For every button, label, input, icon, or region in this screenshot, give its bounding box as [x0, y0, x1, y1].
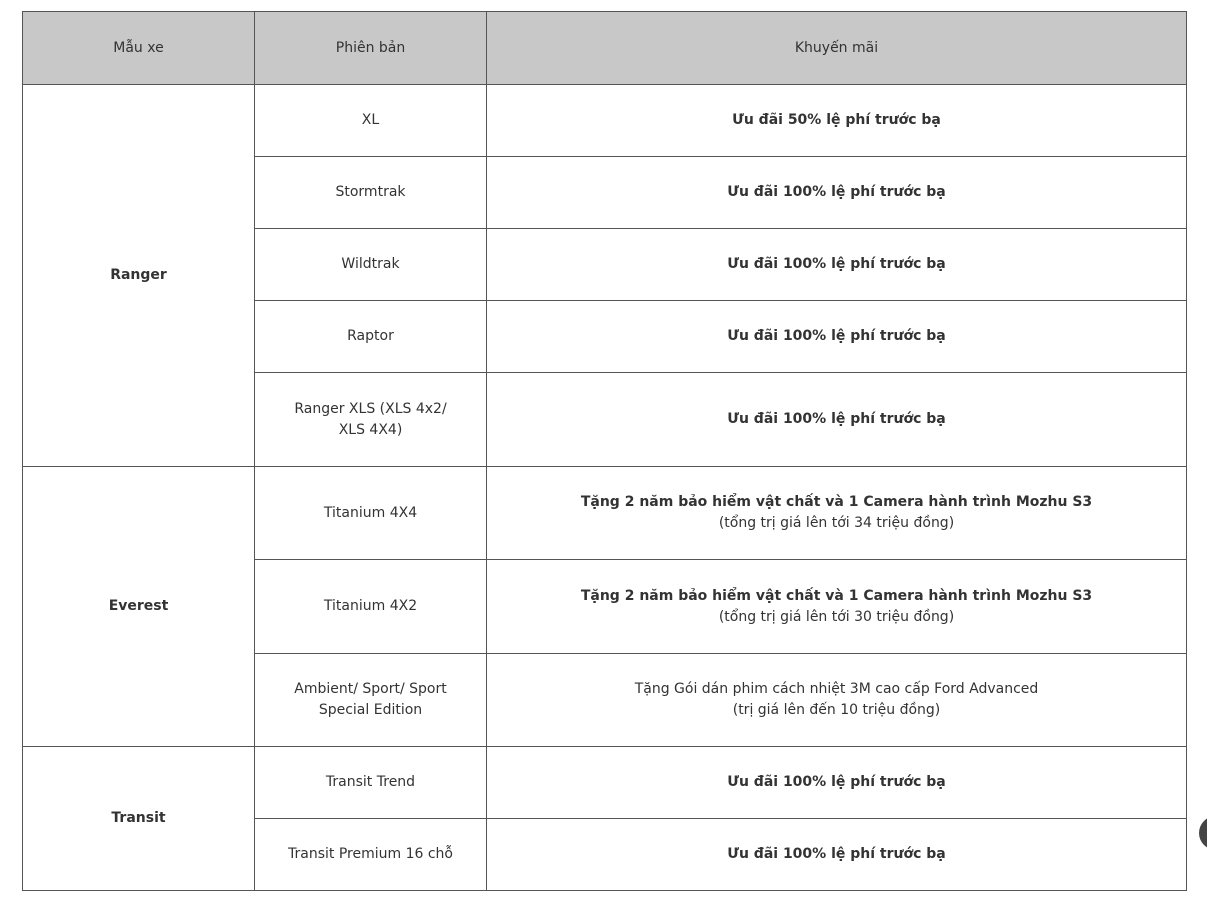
version-cell: Stormtrak: [255, 157, 487, 229]
version-cell: [255, 654, 487, 747]
version-line: Ranger XLS (XLS 4x2/: [294, 400, 447, 417]
table-row: [23, 747, 1187, 819]
promotion-cell: Ưu đãi 100% lệ phí trước bạ: [487, 747, 1187, 819]
version-cell: Titanium 4X4: [255, 467, 487, 560]
table-header-row: [23, 12, 1187, 85]
promotion-note: (tổng trị giá lên tới 30 triệu đồng): [718, 608, 955, 625]
promotion-cell: Ưu đãi 100% lệ phí trước bạ: [487, 157, 1187, 229]
version-cell: Titanium 4X2: [255, 560, 487, 654]
floating-chat-button[interactable]: [1199, 816, 1207, 850]
promotion-line: Tặng Gói dán phim cách nhiệt 3M cao cấp Ford Advanced: [634, 681, 1039, 697]
model-cell-ranger: Ranger: [23, 85, 255, 467]
header-promotion: Khuyến mãi: [487, 12, 1187, 85]
promotion-line: Tặng 2 năm bảo hiểm vật chất và 1 Camera hành trình Mozhu S3: [580, 494, 1093, 510]
promotion-note: (trị giá lên đến 10 triệu đồng): [732, 702, 941, 718]
promotion-table: [22, 11, 1187, 891]
model-cell-transit: Transit: [23, 747, 255, 891]
promotion-cell: [487, 654, 1187, 747]
version-line: Ambient/ Sport/ Sport: [294, 681, 447, 697]
promotion-line: Tặng 2 năm bảo hiểm vật chất và 1 Camera hành trình Mozhu S3: [580, 587, 1093, 604]
version-cell: [255, 373, 487, 467]
version-cell: Transit Trend: [255, 747, 487, 819]
model-cell-everest: Everest: [23, 467, 255, 747]
promotion-cell: Ưu đãi 100% lệ phí trước bạ: [487, 819, 1187, 891]
version-line: XLS 4X4): [338, 421, 403, 438]
promotion-note: (tổng trị giá lên tới 34 triệu đồng): [718, 515, 955, 531]
version-cell: Transit Premium 16 chỗ: [255, 819, 487, 891]
promotion-cell: [487, 467, 1187, 560]
version-cell: Wildtrak: [255, 229, 487, 301]
table-row: [23, 467, 1187, 560]
version-line: Special Edition: [318, 702, 423, 718]
header-version: Phiên bản: [255, 12, 487, 85]
promotion-cell: Ưu đãi 100% lệ phí trước bạ: [487, 373, 1187, 467]
version-cell: Raptor: [255, 301, 487, 373]
table-row: [23, 85, 1187, 157]
promotion-cell: Ưu đãi 50% lệ phí trước bạ: [487, 85, 1187, 157]
promotion-cell: [487, 560, 1187, 654]
header-model: Mẫu xe: [23, 12, 255, 85]
promotion-cell: Ưu đãi 100% lệ phí trước bạ: [487, 229, 1187, 301]
version-cell: XL: [255, 85, 487, 157]
promotion-cell: Ưu đãi 100% lệ phí trước bạ: [487, 301, 1187, 373]
